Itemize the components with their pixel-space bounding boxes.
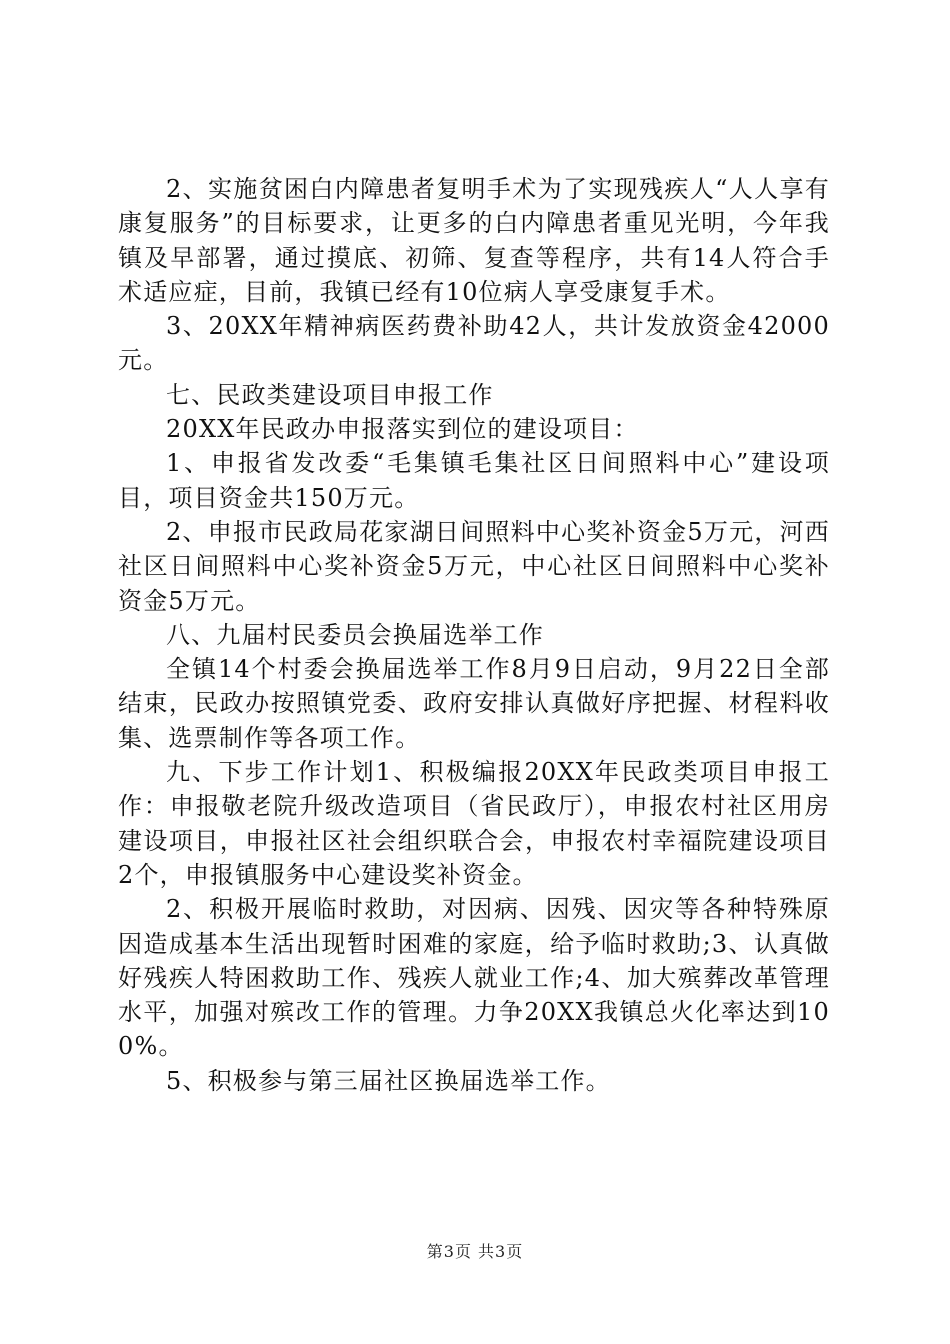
paragraph-project-1: 1、申报省发改委“毛集镇毛集社区日间照料中心”建设项目，项目资金共150万元。 xyxy=(118,449,830,512)
section-heading-civil-affairs-projects: 七、民政类建设项目申报工作 xyxy=(166,380,494,409)
section-heading-election: 八、九届村民委员会换届选举工作 xyxy=(166,620,544,649)
page-footer: 第3页 共3页 xyxy=(426,1242,524,1261)
paragraph-psychiatric-subsidy: 3、20XX年精神病医药费补助42人，共计发放资金42000元。 xyxy=(118,312,830,375)
paragraph-projects-intro: 20XX年民政办申报落实到位的建设项目： xyxy=(166,415,639,444)
paragraph-next-steps: 九、下步工作计划1、积极编报20XX年民政类项目申报工作：申报敬老院升级改造项目（省民政厅），申报农村社区用房建设项目，申报社区社会组织联合会，申报农村幸福院建设项目2个，申报镇服务中心建设奖补资金。 xyxy=(118,758,830,889)
paragraph-project-2: 2、申报市民政局花家湖日间照料中心奖补资金5万元，河西社区日间照料中心奖补资金5万元，中心社区日间照料中心奖补资金5万元。 xyxy=(118,517,830,615)
paragraph-community-election: 5、积极参与第三届社区换届选举工作。 xyxy=(166,1066,611,1095)
paragraph-cataract-surgery: 2、实施贫困白内障患者复明手术为了实现残疾人“人人享有康复服务”的目标要求，让更多的白内障患者重见光明，今年我镇及早部署，通过摸底、初筛、复查等程序，共有14人符合手术适应症，目前，我镇已经有10位病人享受康复手术。 xyxy=(118,175,830,306)
paragraph-relief: 2、积极开展临时救助，对因病、因残、因灾等各种特殊原因造成基本生活出现暂时困难的家庭，给予临时救助;3、认真做好残疾人特困救助工作、残疾人就业工作;4、加大殡葬改革管理水平，加强对殡改工作的管理。力争20XX我镇总火化率达到100%。 xyxy=(118,895,830,1061)
paragraph-election: 全镇14个村委会换届选举工作8月9日启动，9月22日全部结束，民政办按照镇党委、政府安排认真做好序把握、材程料收集、选票制作等各项工作。 xyxy=(118,655,830,752)
document-body xyxy=(118,172,830,1098)
